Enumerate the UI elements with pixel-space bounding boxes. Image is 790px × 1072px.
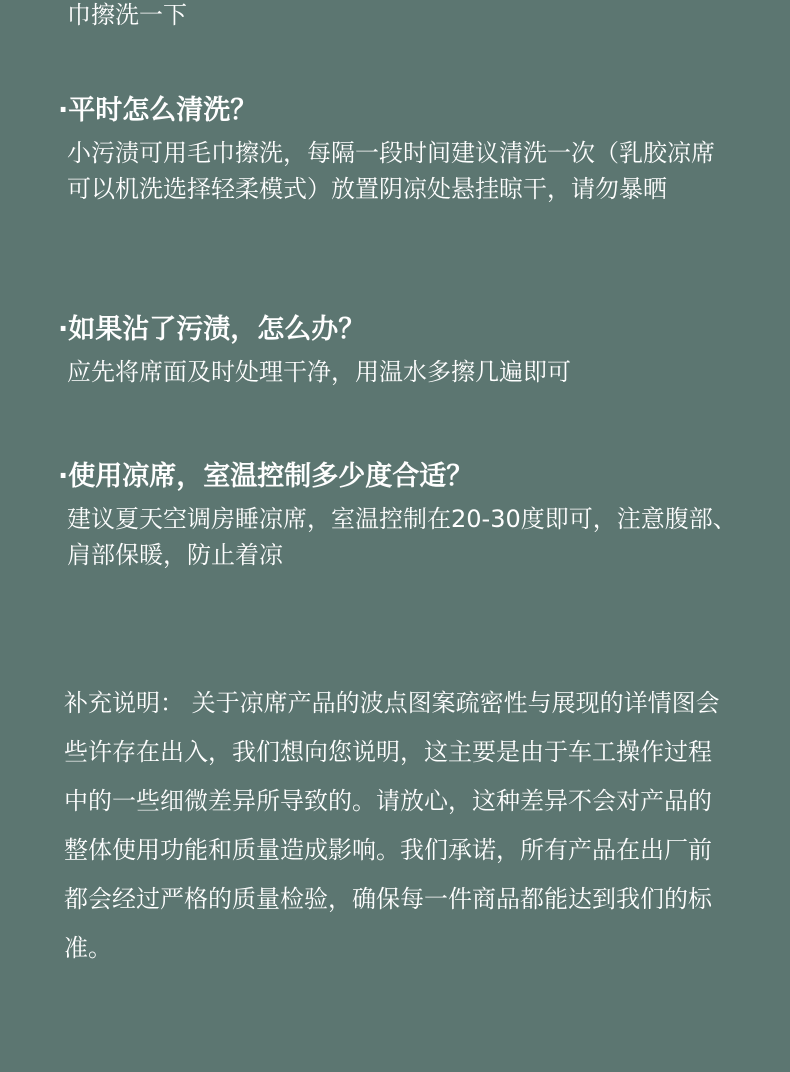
faq-stains [58,310,748,390]
faq-question: ·平时怎么清洗？ [58,95,258,126]
faq-question: ·如果沾了污渍，怎么办？ [58,314,366,345]
faq-answer: 小污渍可用毛巾擦洗，每隔一段时间建议清洗一次（乳胶凉席可以机洗选择轻柔模式）放置阴凉处悬挂晾干，请勿暴晒 [67,139,715,203]
intro-text: 巾擦洗一下 [67,1,187,29]
faq-cleaning [58,91,748,207]
faq-answer: 建议夏天空调房睡凉席，室温控制在20-30度即可，注意腹部、肩部保暖，防止着凉 [67,505,737,569]
faq-answer: 应先将席面及时处理干净，用温水多擦几遍即可 [67,358,571,386]
faq-question: ·使用凉席，室温控制多少度合适？ [58,461,474,492]
faq-room-temperature [58,457,748,573]
supplementary-note: 补充说明： 关于凉席产品的波点图案疏密性与展现的详情图会些许存在出入，我们想向您说明，这主要是由于车工操作过程中的一些细微差异所导致的。请放心，这种差异不会对产品的整体使用功能和质量造成影响。我们承诺，所有产品在出厂前都会经过严格的质量检验，确保每一件商品都能达到我们的标准。 [64,689,720,962]
